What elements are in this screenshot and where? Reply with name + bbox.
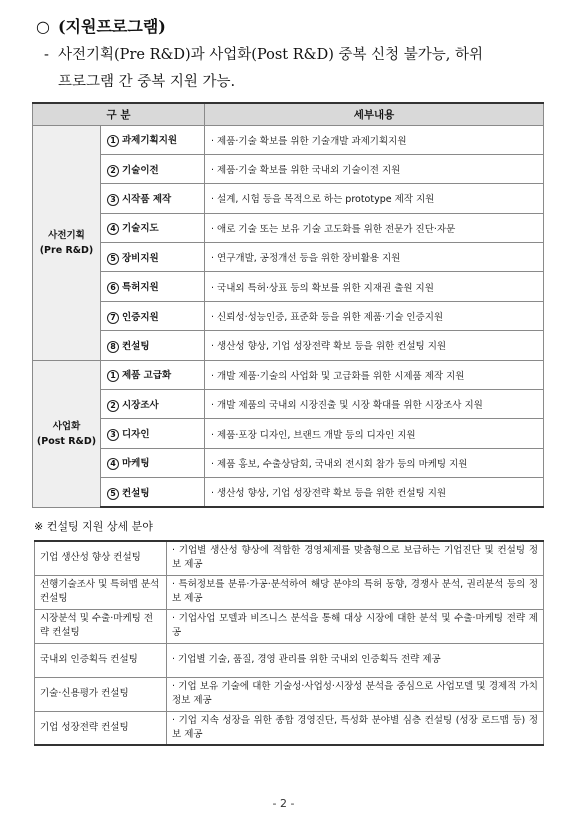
consulting-description: · 기업사업 모델과 비즈니스 분석을 통해 대상 시장에 대한 분석 및 수출·마케팅 전략 제공 — [167, 609, 544, 643]
program-detail: · 설계, 시험 등을 목적으로 하는 prototype 제작 지원 — [205, 184, 544, 213]
program-detail: · 개발 제품의 국내외 시장진출 및 시장 확대를 위한 시장조사 지원 — [205, 390, 544, 419]
consulting-area: 시장분석 및 수출·마케팅 전략 컨설팅 — [35, 609, 167, 643]
support-program-table — [32, 102, 544, 508]
program-detail: · 생산성 향상, 기업 성장전략 확보 등을 위한 컨설팅 지원 — [205, 478, 544, 507]
program-item-name: 컨설팅 — [122, 487, 150, 499]
table-row — [33, 448, 544, 477]
program-item — [101, 448, 205, 477]
circled-number-icon: 2 — [107, 165, 119, 177]
circled-number-icon: 5 — [107, 253, 119, 265]
program-description — [44, 42, 549, 96]
program-item — [101, 301, 205, 330]
table-row — [35, 711, 544, 745]
program-item — [101, 184, 205, 213]
table-row — [33, 478, 544, 507]
circled-number-icon: 4 — [107, 223, 119, 235]
program-detail: · 제품·기술 확보를 위한 기술개발 과제기획지원 — [205, 125, 544, 154]
program-item-name: 인증지원 — [122, 311, 159, 323]
table-row — [35, 677, 544, 711]
program-detail: · 생산성 향상, 기업 성장전략 확보 등을 위한 컨설팅 지원 — [205, 331, 544, 360]
program-detail: · 제품 홍보, 수출상담회, 국내외 전시회 참가 등의 마케팅 지원 — [205, 448, 544, 477]
consulting-description: · 기업별 생산성 향상에 적합한 경영체제를 맞춤형으로 보급하는 기업진단 및 컨설팅 정보 제공 — [167, 541, 544, 575]
table-row — [33, 243, 544, 272]
consulting-note: ※ 컨설팅 지원 상세 분야 — [34, 520, 153, 533]
dash-bullet: - — [44, 47, 49, 63]
table-row — [33, 184, 544, 213]
consulting-description: · 기업별 기술, 품질, 경영 관리를 위한 국내외 인증획득 전략 제공 — [167, 643, 544, 677]
program-item — [101, 213, 205, 242]
program-item-name: 마케팅 — [122, 458, 150, 470]
table-row — [33, 272, 544, 301]
program-item-name: 기술지도 — [122, 223, 159, 235]
consulting-area: 기술·신용평가 컨설팅 — [35, 677, 167, 711]
consulting-area: 국내외 인증획득 컨설팅 — [35, 643, 167, 677]
circled-number-icon: 5 — [107, 488, 119, 500]
section-heading — [36, 14, 166, 37]
circled-number-icon: 6 — [107, 282, 119, 294]
description-line-1: 사전기획(Pre R&D)과 사업화(Post R&D) 중복 신청 불가능, 하위 — [58, 47, 483, 63]
group-label-line-2: (Pre R&D) — [39, 244, 94, 256]
program-item-name: 제품 고급화 — [122, 370, 172, 382]
program-item — [101, 360, 205, 389]
circle-bullet: ○ — [36, 17, 50, 36]
program-item-name: 컨설팅 — [122, 340, 150, 352]
program-item — [101, 243, 205, 272]
circled-number-icon: 4 — [107, 458, 119, 470]
group-label — [33, 125, 101, 360]
section-title: (지원프로그램) — [57, 17, 166, 36]
consulting-area: 선행기술조사 및 특허맵 분석 컨설팅 — [35, 575, 167, 609]
program-item-name: 과제기획지원 — [122, 135, 178, 147]
table-row — [33, 360, 544, 389]
program-item-name: 기술이전 — [122, 164, 159, 176]
table-row — [35, 575, 544, 609]
table-row — [35, 643, 544, 677]
program-detail: · 애로 기술 또는 보유 기술 고도화를 위한 전문가 진단·자문 — [205, 213, 544, 242]
header-category: 구 분 — [33, 103, 205, 125]
circled-number-icon: 1 — [107, 135, 119, 147]
table-row — [33, 390, 544, 419]
group-label-line-2: (Post R&D) — [36, 435, 97, 447]
table-row — [35, 609, 544, 643]
program-item — [101, 125, 205, 154]
program-item-name: 장비지원 — [122, 252, 159, 264]
consulting-description: · 기업 보유 기술에 대한 기술성·사업성·시장성 분석을 중심으로 사업모델 및 경제적 가치 정보 제공 — [167, 677, 544, 711]
program-detail: · 국내외 특허·상표 등의 확보를 위한 지재권 출원 지원 — [205, 272, 544, 301]
consulting-area: 기업 생산성 향상 컨설팅 — [35, 541, 167, 575]
program-detail: · 연구개발, 공정개선 등을 위한 장비활용 지원 — [205, 243, 544, 272]
consulting-detail-table — [34, 540, 544, 746]
circled-number-icon: 3 — [107, 194, 119, 206]
table-row — [33, 301, 544, 330]
circled-number-icon: 7 — [107, 312, 119, 324]
circled-number-icon: 2 — [107, 400, 119, 412]
header-detail: 세부내용 — [205, 103, 544, 125]
table-row — [33, 331, 544, 360]
table-row — [33, 213, 544, 242]
program-item — [101, 419, 205, 448]
consulting-area: 기업 성장전략 컨설팅 — [35, 711, 167, 745]
group-label — [33, 360, 101, 507]
program-item — [101, 331, 205, 360]
circled-number-icon: 8 — [107, 341, 119, 353]
table-row — [33, 419, 544, 448]
consulting-description: · 기업 지속 성장을 위한 종합 경영진단, 특성화 분야별 심층 컨설팅 (성장 로드맵 등) 정보 제공 — [167, 711, 544, 745]
program-detail: · 신뢰성·성능인증, 표준화 등을 위한 제품·기술 인증지원 — [205, 301, 544, 330]
program-item-name: 시장조사 — [122, 399, 159, 411]
program-detail: · 개발 제품·기술의 사업화 및 고급화를 위한 시제품 제작 지원 — [205, 360, 544, 389]
table-row — [33, 154, 544, 183]
circled-number-icon: 3 — [107, 429, 119, 441]
program-item-name: 특허지원 — [122, 282, 159, 294]
program-item — [101, 390, 205, 419]
program-detail: · 제품·포장 디자인, 브랜드 개발 등의 디자인 지원 — [205, 419, 544, 448]
consulting-description: · 특허정보를 분류·가공·분석하여 해당 분야의 특허 동향, 경쟁사 분석, 권리분석 등의 정보 제공 — [167, 575, 544, 609]
description-line-2: 프로그램 간 중복 지원 가능. — [58, 74, 236, 90]
group-label-line-1: 사전기획 — [48, 229, 85, 241]
program-detail: · 제품·기술 확보를 위한 국내외 기술이전 지원 — [205, 154, 544, 183]
program-item — [101, 154, 205, 183]
program-item — [101, 272, 205, 301]
program-item-name: 디자인 — [122, 429, 150, 441]
program-item — [101, 478, 205, 507]
table-row — [33, 125, 544, 154]
table-row — [35, 541, 544, 575]
program-item-name: 시작품 제작 — [122, 193, 172, 205]
circled-number-icon: 1 — [107, 370, 119, 382]
group-label-line-1: 사업화 — [52, 420, 81, 432]
page-number: - 2 - — [272, 797, 295, 810]
